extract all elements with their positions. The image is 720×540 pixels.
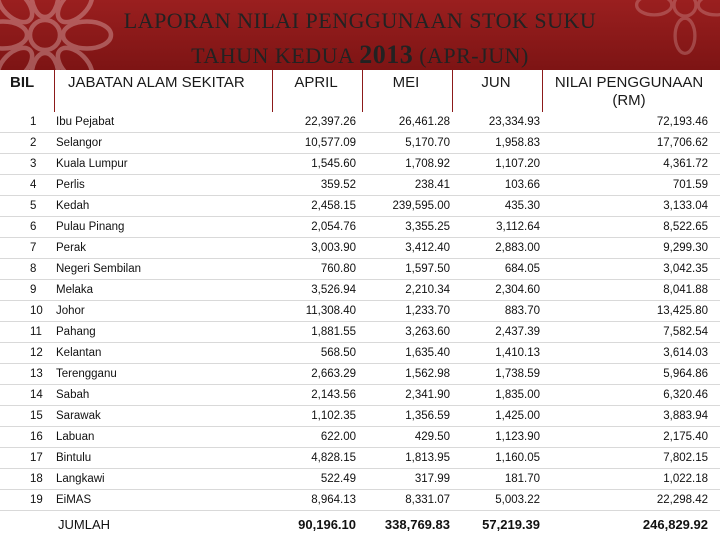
cell-jabatan: Johor — [56, 301, 270, 322]
table-row — [0, 322, 720, 343]
header-divider — [54, 70, 55, 112]
cell-jabatan: Melaka — [56, 280, 270, 301]
cell-mei: 429.50 — [362, 427, 452, 448]
cell-jun: 1,425.00 — [452, 406, 542, 427]
cell-mei: 1,597.50 — [362, 259, 452, 280]
cell-nilai: 3,883.94 — [542, 406, 720, 427]
cell-nilai: 72,193.46 — [542, 112, 720, 133]
total-nilai: 246,829.92 — [642, 516, 708, 532]
total-label: JUMLAH — [58, 516, 111, 532]
page-title-line-2 — [0, 40, 720, 70]
cell-april: 3,526.94 — [270, 280, 362, 301]
cell-bil: 19 — [0, 490, 56, 511]
cell-april: 522.49 — [270, 469, 362, 490]
title-year: 2013 — [359, 40, 414, 69]
cell-jun: 3,112.64 — [452, 217, 542, 238]
cell-bil: 16 — [0, 427, 56, 448]
cell-bil: 3 — [0, 154, 56, 175]
title-prefix: TAHUN KEDUA — [191, 43, 354, 68]
title-banner — [0, 0, 720, 70]
cell-jabatan: Perak — [56, 238, 270, 259]
table-row — [0, 448, 720, 469]
cell-jabatan: Pahang — [56, 322, 270, 343]
cell-april: 2,143.56 — [270, 385, 362, 406]
cell-mei: 1,813.95 — [362, 448, 452, 469]
cell-april: 1,545.60 — [270, 154, 362, 175]
cell-jun: 883.70 — [452, 301, 542, 322]
total-april: 90,196.10 — [298, 516, 356, 532]
table-row — [0, 469, 720, 490]
cell-nilai: 3,042.35 — [542, 259, 720, 280]
cell-april: 10,577.09 — [270, 133, 362, 154]
cell-bil: 15 — [0, 406, 56, 427]
cell-nilai: 8,522.65 — [542, 217, 720, 238]
cell-jun: 684.05 — [452, 259, 542, 280]
cell-nilai: 7,582.54 — [542, 322, 720, 343]
cell-empty — [0, 511, 56, 538]
cell-jabatan: Terengganu — [56, 364, 270, 385]
cell-bil: 6 — [0, 217, 56, 238]
cell-jabatan: EiMAS — [56, 490, 270, 511]
cell-nilai: 6,320.46 — [542, 385, 720, 406]
cell-bil: 18 — [0, 469, 56, 490]
cell-april: 11,308.40 — [270, 301, 362, 322]
table-row — [0, 343, 720, 364]
cell-nilai: 4,361.72 — [542, 154, 720, 175]
header-april: APRIL — [294, 74, 338, 91]
table-header — [0, 70, 720, 112]
cell-mei: 3,355.25 — [362, 217, 452, 238]
cell-bil: 10 — [0, 301, 56, 322]
cell-mei: 238.41 — [362, 175, 452, 196]
table-row — [0, 112, 720, 133]
cell-jabatan: Bintulu — [56, 448, 270, 469]
cell-mei: 1,356.59 — [362, 406, 452, 427]
cell-nilai: 17,706.62 — [542, 133, 720, 154]
cell-bil: 17 — [0, 448, 56, 469]
cell-bil: 7 — [0, 238, 56, 259]
table-row — [0, 238, 720, 259]
cell-nilai: 3,133.04 — [542, 196, 720, 217]
title-suffix: (APR-JUN) — [419, 43, 529, 68]
cell-april: 359.52 — [270, 175, 362, 196]
cell-mei: 3,412.40 — [362, 238, 452, 259]
table-body — [0, 112, 720, 537]
cell-nilai: 9,299.30 — [542, 238, 720, 259]
cell-jun: 1,410.13 — [452, 343, 542, 364]
cell-bil: 9 — [0, 280, 56, 301]
cell-nilai: 22,298.42 — [542, 490, 720, 511]
cell-jun: 2,437.39 — [452, 322, 542, 343]
cell-bil: 1 — [0, 112, 56, 133]
header-divider — [542, 70, 543, 112]
table-row — [0, 196, 720, 217]
cell-mei: 26,461.28 — [362, 112, 452, 133]
cell-mei: 2,210.34 — [362, 280, 452, 301]
cell-mei: 1,562.98 — [362, 364, 452, 385]
cell-jun: 2,304.60 — [452, 280, 542, 301]
cell-jabatan: Pulau Pinang — [56, 217, 270, 238]
stock-usage-table — [0, 112, 720, 537]
cell-mei: 5,170.70 — [362, 133, 452, 154]
cell-nilai: 1,022.18 — [542, 469, 720, 490]
cell-bil: 14 — [0, 385, 56, 406]
cell-jabatan: Sabah — [56, 385, 270, 406]
cell-nilai: 5,964.86 — [542, 364, 720, 385]
cell-april: 4,828.15 — [270, 448, 362, 469]
cell-april: 2,054.76 — [270, 217, 362, 238]
table-row — [0, 259, 720, 280]
cell-mei: 2,341.90 — [362, 385, 452, 406]
header-divider — [272, 70, 273, 112]
table-row — [0, 217, 720, 238]
cell-bil: 13 — [0, 364, 56, 385]
cell-jabatan: Negeri Sembilan — [56, 259, 270, 280]
cell-april: 22,397.26 — [270, 112, 362, 133]
table-row — [0, 280, 720, 301]
cell-nilai: 2,175.40 — [542, 427, 720, 448]
cell-mei: 8,331.07 — [362, 490, 452, 511]
cell-jun: 1,738.59 — [452, 364, 542, 385]
cell-mei: 239,595.00 — [362, 196, 452, 217]
header-jun: JUN — [481, 74, 511, 91]
total-jun: 57,219.39 — [482, 516, 540, 532]
table-row — [0, 364, 720, 385]
cell-jabatan: Langkawi — [56, 469, 270, 490]
total-mei: 338,769.83 — [384, 516, 450, 532]
cell-jun: 1,958.83 — [452, 133, 542, 154]
cell-jun: 1,160.05 — [452, 448, 542, 469]
cell-bil: 12 — [0, 343, 56, 364]
table-row — [0, 154, 720, 175]
cell-april: 760.80 — [270, 259, 362, 280]
header-bil: BIL — [10, 74, 35, 91]
cell-jabatan: Ibu Pejabat — [56, 112, 270, 133]
cell-mei: 3,263.60 — [362, 322, 452, 343]
cell-bil: 11 — [0, 322, 56, 343]
table-row — [0, 385, 720, 406]
cell-mei: 317.99 — [362, 469, 452, 490]
cell-bil: 8 — [0, 259, 56, 280]
cell-jun: 435.30 — [452, 196, 542, 217]
cell-mei: 1,635.40 — [362, 343, 452, 364]
cell-mei: 1,233.70 — [362, 301, 452, 322]
header-jabatan: JABATAN ALAM SEKITAR — [68, 74, 245, 91]
cell-jun: 5,003.22 — [452, 490, 542, 511]
cell-jabatan: Perlis — [56, 175, 270, 196]
cell-jabatan: Kelantan — [56, 343, 270, 364]
cell-jabatan: Kuala Lumpur — [56, 154, 270, 175]
cell-jun: 2,883.00 — [452, 238, 542, 259]
cell-jabatan: Labuan — [56, 427, 270, 448]
cell-mei: 1,708.92 — [362, 154, 452, 175]
cell-april: 2,663.29 — [270, 364, 362, 385]
cell-jun: 1,123.90 — [452, 427, 542, 448]
cell-april: 3,003.90 — [270, 238, 362, 259]
cell-april: 1,102.35 — [270, 406, 362, 427]
cell-jun: 23,334.93 — [452, 112, 542, 133]
cell-jun: 1,835.00 — [452, 385, 542, 406]
table-row — [0, 133, 720, 154]
header-nilai: NILAI PENGGUNAAN (RM) — [554, 74, 704, 109]
header-mei: MEI — [392, 74, 420, 91]
table-row — [0, 427, 720, 448]
table-row — [0, 175, 720, 196]
cell-nilai: 7,802.15 — [542, 448, 720, 469]
cell-bil: 2 — [0, 133, 56, 154]
cell-jun: 1,107.20 — [452, 154, 542, 175]
cell-jun: 103.66 — [452, 175, 542, 196]
cell-bil: 5 — [0, 196, 56, 217]
cell-jabatan: Sarawak — [56, 406, 270, 427]
cell-jabatan: Kedah — [56, 196, 270, 217]
cell-nilai: 3,614.03 — [542, 343, 720, 364]
cell-april: 8,964.13 — [270, 490, 362, 511]
table-row — [0, 490, 720, 511]
page-title-line-1: LAPORAN NILAI PENGGUNAAN STOK SUKU — [123, 8, 597, 33]
header-divider — [452, 70, 453, 112]
table-row — [0, 301, 720, 322]
cell-nilai: 701.59 — [542, 175, 720, 196]
cell-april: 2,458.15 — [270, 196, 362, 217]
cell-april: 622.00 — [270, 427, 362, 448]
total-row — [0, 511, 720, 538]
cell-bil: 4 — [0, 175, 56, 196]
cell-nilai: 13,425.80 — [542, 301, 720, 322]
cell-jabatan: Selangor — [56, 133, 270, 154]
header-divider — [362, 70, 363, 112]
table-row — [0, 406, 720, 427]
cell-april: 1,881.55 — [270, 322, 362, 343]
cell-jun: 181.70 — [452, 469, 542, 490]
cell-nilai: 8,041.88 — [542, 280, 720, 301]
cell-april: 568.50 — [270, 343, 362, 364]
